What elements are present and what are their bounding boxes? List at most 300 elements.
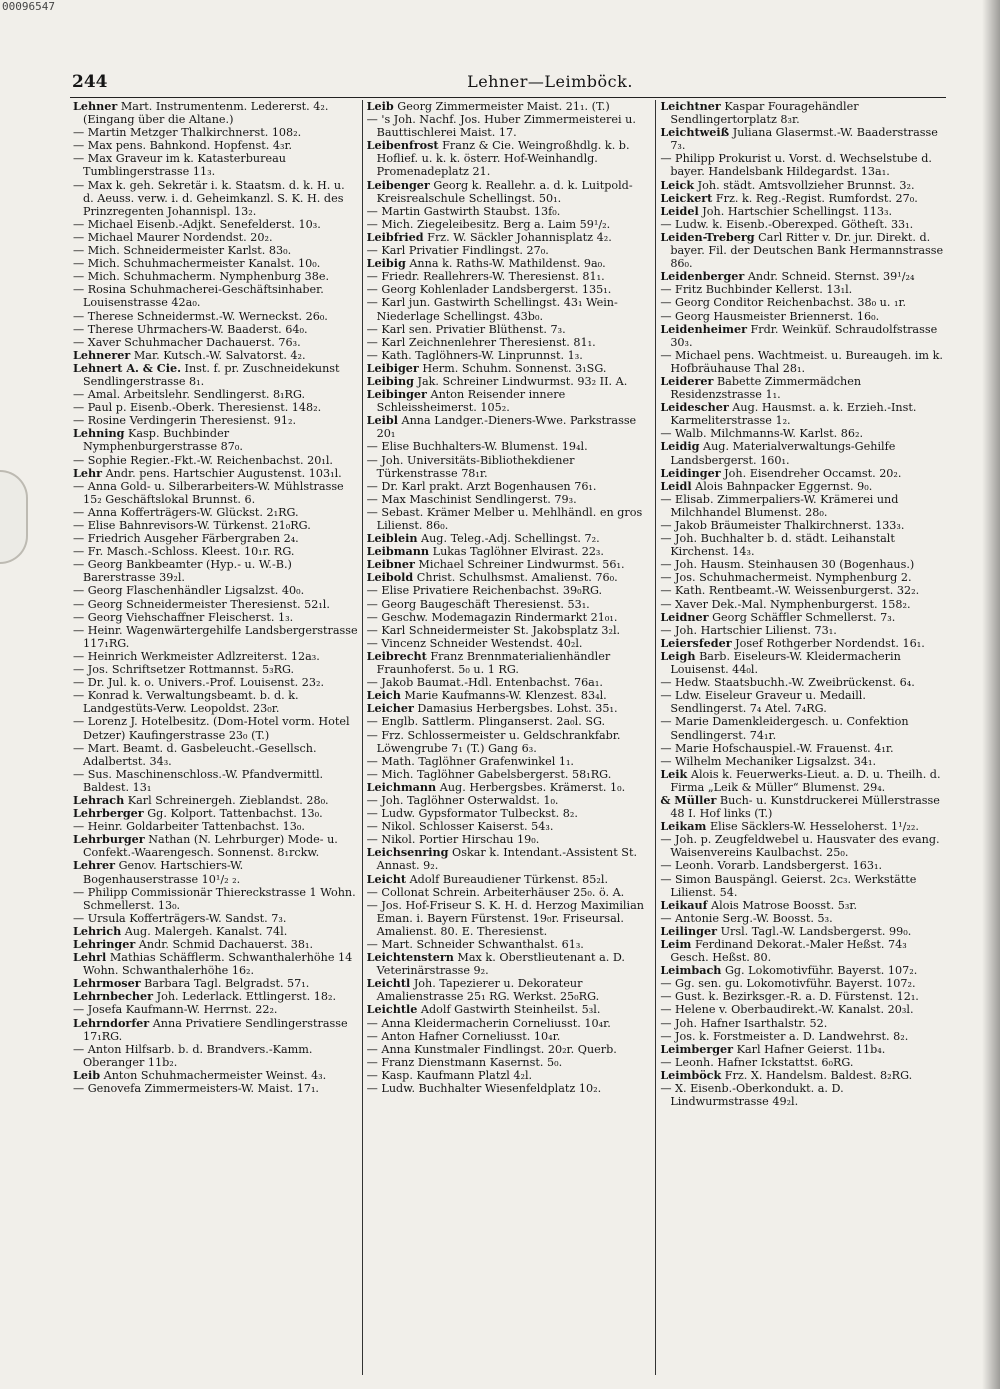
entry-details: Andr. Schneid. Sternst. 39¹/₂₄: [744, 270, 915, 284]
directory-entry: [367, 270, 652, 283]
entry-details: — Max Graveur im k. Katasterbureau Tumblingerstrasse 11₃.: [73, 152, 286, 179]
directory-entry: [73, 401, 358, 414]
entry-surname: Lehrndorfer: [73, 1015, 150, 1030]
entry-details: — Sebast. Krämer Melber u. Mehlhändl. en gros Lilienst. 86₀.: [366, 505, 643, 532]
entry-surname: Leimberger: [660, 1041, 734, 1056]
entry-details: — Georg Conditor Reichenbachst. 38₀ u. ₁r.: [660, 296, 907, 310]
entry-details: Carl Ritter v. Dr. jur. Direkt. d. bayer. Fil. der Deutschen Bank Hermannstrasse 86₀.: [670, 230, 944, 271]
entry-surname: Leibenger: [366, 177, 430, 192]
directory-entry: [73, 807, 358, 820]
entry-surname: Leidl: [660, 478, 692, 493]
entry-details: — Karl jun. Gastwirth Schellingst. 43₁ Wein-Niederlage Schellingst. 43b₀.: [366, 296, 618, 323]
directory-entry: [660, 833, 945, 859]
entry-surname: Lehrmoser: [73, 976, 141, 991]
entry-surname: Lehrberger: [73, 806, 144, 821]
directory-entry: [367, 139, 652, 178]
directory-entry: [367, 336, 652, 349]
entry-details: — Heinr. Goldarbeiter Tattenbachst. 13₀.: [73, 820, 305, 834]
directory-entry: [73, 388, 358, 401]
directory-entry: [73, 650, 358, 663]
page-number: 244: [72, 72, 108, 92]
entry-surname: Lehrnbecher: [73, 989, 154, 1004]
entry-surname: Leibmann: [366, 544, 430, 559]
entry-surname: Leidenberger: [660, 269, 745, 284]
entry-details: — Ldw. Eiseleur Graveur u. Medaill. Sendlingerst. 7₄ Atel. 7₄RG.: [660, 689, 866, 716]
entry-details: — Georg Schneidermeister Theresienst. 52₁l.: [73, 597, 330, 611]
entry-surname: Leich: [366, 688, 401, 703]
entry-details: Christ. Schulhsmst. Amalienst. 76₀.: [413, 571, 618, 585]
entry-surname: Leimbach: [660, 963, 722, 978]
entry-surname: Lehrach: [73, 792, 125, 807]
directory-entry: [660, 794, 945, 820]
entry-details: — Therese Uhrmachers-W. Baaderst. 64₀.: [73, 322, 308, 336]
directory-entry: [660, 964, 945, 977]
entry-details: — Joh. Universitäts-Bibliothekdiener Türkenstrasse 78₁r.: [366, 453, 575, 480]
entry-details: Karl Hafner Geierst. 11b₄.: [733, 1042, 886, 1056]
directory-columns: [70, 100, 948, 1375]
entry-surname: Lehrer: [73, 858, 116, 873]
directory-entry: [660, 637, 945, 650]
directory-entry: [660, 100, 945, 126]
directory-entry: [660, 126, 945, 152]
directory-entry: [73, 624, 358, 650]
entry-details: Marie Kaufmanns-W. Klenzest. 83₄l.: [400, 689, 607, 703]
entry-details: — Amal. Arbeitslehr. Sendlingerst. 8₁RG.: [73, 388, 306, 402]
directory-entry: [367, 113, 652, 139]
entry-details: Juliana Glasermst.-W. Baaderstrasse 7₃.: [670, 126, 938, 153]
directory-entry: [660, 192, 945, 205]
entry-details: — Nikol. Portier Hirschau 19₀.: [366, 833, 540, 847]
entry-surname: Lehrich: [73, 923, 122, 938]
entry-details: Karl Schreinergeh. Zieblandst. 28₀.: [124, 793, 329, 807]
entry-details: — Philipp Commissionär Thiereckstrasse 1 Wohn. Schmellerst. 13₀.: [73, 885, 356, 912]
entry-details: Michael Schreiner Lindwurmst. 56₁.: [414, 558, 625, 572]
directory-entry: [367, 571, 652, 584]
directory-entry: [367, 480, 652, 493]
entry-details: — Jos. k. Forstmeister a. D. Landwehrst. 8₂.: [660, 1029, 909, 1043]
entry-details: Kasp. Buchbinder Nymphenburgerstrasse 87₀.: [83, 427, 243, 454]
entry-details: — Karl Schneidermeister St. Jakobsplatz 3₂l.: [366, 623, 621, 637]
entry-details: Aug. Teleg.-Adj. Schellingst. 7₂.: [417, 532, 600, 546]
entry-surname: Leik: [660, 766, 688, 781]
entry-details: Barbara Tagl. Belgradst. 57₁.: [140, 977, 310, 991]
entry-surname: Leibold: [366, 570, 414, 585]
entry-details: — Xaver Schuhmacher Dachauerst. 76₃.: [73, 335, 301, 349]
entry-surname: Lehrburger: [73, 832, 145, 847]
directory-entry: [660, 990, 945, 1003]
column-divider: [362, 100, 363, 1375]
directory-entry: [660, 283, 945, 296]
entry-surname: Leibl: [366, 413, 398, 428]
directory-entry: [73, 938, 358, 951]
entry-surname: Leibiger: [366, 360, 419, 375]
entry-surname: Leim: [660, 937, 692, 951]
entry-details: Anton Reisender innere Schleissheimerst. 105₂.: [376, 388, 566, 415]
directory-entry: [367, 388, 652, 414]
directory-entry: [367, 598, 652, 611]
directory-entry: [73, 1017, 358, 1043]
entry-details: — Lorenz J. Hotelbesitz. (Dom-Hotel vorm. Hotel Detzer) Kaufingerstrasse 23₀ (T.): [73, 715, 350, 742]
directory-entry: [73, 859, 358, 885]
directory-entry: [660, 715, 945, 741]
entry-details: — Jakob Bräumeister Thalkirchnerst. 133₃.: [660, 519, 905, 532]
entry-details: — Mart. Beamt. d. Gasbeleucht.-Gesellsch. Adalbertst. 34₃.: [73, 741, 317, 768]
entry-details: — Elise Privatiere Reichenbachst. 39₀RG.: [366, 584, 603, 598]
entry-details: — X. Eisenb.-Oberkondukt. a. D. Lindwurmstrasse 49₂l.: [660, 1082, 844, 1109]
entry-details: Babette Zimmermädchen Residenzstrasse 1₁.: [670, 374, 862, 402]
binding-tab: [0, 470, 28, 564]
directory-entry: [660, 1017, 945, 1030]
entry-surname: Leidenheimer: [660, 321, 747, 336]
entry-details: — Philipp Prokurist u. Vorst. d. Wechselstube d. bayer. Handelsbank Hildegardst. 13a₁.: [660, 152, 932, 179]
directory-entry: [367, 244, 652, 257]
entry-surname: Lehrl: [73, 950, 107, 965]
directory-entry: [367, 1082, 652, 1095]
running-head: Lehner—Leimböck.: [467, 72, 633, 91]
entry-surname: Leicht: [366, 871, 407, 886]
entry-surname: Leiderer: [660, 373, 714, 388]
entry-details: Elise Säcklers-W. Hesseloherst. 1¹/₂₂.: [706, 820, 919, 834]
entry-surname: Leichtner: [660, 100, 721, 113]
directory-entry: [367, 781, 652, 794]
entry-details: — Georg Kohlenlader Landsbergerst. 135₁.: [366, 283, 612, 297]
entry-surname: Leichtweiß: [660, 125, 730, 140]
directory-entry: [73, 558, 358, 584]
entry-details: Aug. Herbergsbes. Krämerst. 1₀.: [436, 780, 626, 794]
directory-entry: [660, 532, 945, 558]
entry-details: — Mart. Schneider Schwanthalst. 61₃.: [366, 938, 584, 951]
entry-details: — Heinr. Wagenwärtergehilfe Landsbergerstrasse 117₁RG.: [73, 623, 358, 650]
directory-entry: [73, 218, 358, 231]
directory-entry: [367, 951, 652, 977]
header-rule: [70, 97, 946, 98]
entry-details: Frz. k. Reg.-Regist. Rumfordst. 27₀.: [712, 191, 918, 205]
entry-details: Aug. Hausmst. a. k. Erzieh.-Inst. Karmeliterstrasse 1₂.: [670, 401, 917, 428]
entry-details: — Mich. Schuhmachermeister Kanalst. 10₀.: [73, 257, 321, 271]
directory-entry: [73, 100, 358, 126]
entry-details: — Kasp. Kaufmann Platzl 4₂l.: [366, 1068, 533, 1082]
entry-surname: Leibenfrost: [366, 138, 439, 153]
directory-entry: [367, 257, 652, 270]
entry-details: — Wilhelm Mechaniker Ligsalzst. 34₁.: [660, 754, 877, 768]
directory-entry: [367, 873, 652, 886]
entry-details: — Gust. k. Bezirksger.-R. a. D. Fürstenst. 12₁.: [660, 990, 919, 1004]
entry-details: — Leonh. Vorarb. Landsbergerst. 163₁.: [660, 859, 883, 873]
entry-details: — Walb. Milchmanns-W. Karlst. 86₂.: [660, 427, 864, 441]
entry-details: — Sus. Maschinenschloss.-W. Pfandvermittl. Baldest. 13₁: [73, 767, 324, 794]
entry-details: Mar. Kutsch.-W. Salvatorst. 4₂.: [130, 348, 306, 362]
directory-entry: [660, 571, 945, 584]
entry-details: Frdr. Weinküf. Schraudolfstrasse 30₃.: [670, 322, 938, 349]
page-edge-shadow: [982, 0, 1000, 1389]
entry-surname: Leibinger: [366, 387, 427, 402]
entry-surname: Leiden-Treberg: [660, 229, 755, 244]
directory-entry: [367, 977, 652, 1003]
directory-entry: [73, 519, 358, 532]
entry-details: — Georg Viehschaffner Fleischerst. 1₃.: [73, 610, 294, 624]
entry-surname: Leick: [660, 177, 695, 192]
entry-details: Frz. X. Handelsm. Baldest. 8₂RG.: [721, 1068, 913, 1082]
entry-details: — 's Joh. Nachf. Jos. Huber Zimmermeisterei u. Bauttischlerei Maist. 17.: [366, 113, 636, 140]
entry-surname: Leibig: [366, 256, 406, 271]
entry-details: — Joh. Taglöhner Osterwaldst. 1₀.: [366, 793, 559, 807]
entry-details: — Mich. Taglöhner Gabelsbergerst. 58₁RG.: [366, 767, 612, 781]
entry-surname: Leicher: [366, 701, 414, 716]
entry-details: — Hedw. Staatsbuchh.-W. Zweibrückenst. 6₄.: [660, 676, 915, 690]
directory-entry: [73, 310, 358, 323]
entry-details: — Anton Hafner Corneliusst. 10₄r.: [366, 1029, 561, 1043]
directory-entry: [367, 729, 652, 755]
directory-entry: [73, 990, 358, 1003]
directory-entry: [367, 231, 652, 244]
directory-entry: [660, 480, 945, 493]
column-1: [70, 100, 361, 1375]
entry-details: — Jos. Schuhmachermeist. Nymphenburg 2.: [660, 571, 912, 585]
entry-details: — Ludw. k. Eisenb.-Oberexped. Götheſt. 33₁.: [660, 217, 914, 231]
column-divider: [655, 100, 656, 1375]
directory-entry: [367, 702, 652, 715]
directory-entry: [660, 427, 945, 440]
entry-details: — Vincenz Schneider Westendst. 40₂l.: [366, 636, 583, 650]
directory-entry: [367, 899, 652, 938]
directory-entry: [367, 1017, 652, 1030]
entry-surname: Leibrecht: [366, 648, 427, 663]
entry-details: — Anna Kunstmaler Findlingst. 20₂r. Querb.: [366, 1042, 617, 1056]
column-2: [364, 100, 655, 1375]
entry-details: — Elisab. Zimmerpaliers-W. Krämerei und Milchhandel Blumenst. 28₀.: [660, 492, 899, 519]
entry-details: Herm. Schuhm. Sonnenst. 3₁SG.: [418, 361, 607, 375]
entry-details: — Therese Schneidermst.-W. Werneckst. 26₀.: [73, 309, 328, 323]
directory-entry: [73, 611, 358, 624]
directory-entry: [660, 296, 945, 309]
entry-details: Damasius Herbergsbes. Lohst. 35₁.: [413, 702, 618, 716]
entry-details: — Kath. Taglöhners-W. Linprunnst. 1₃.: [366, 348, 583, 362]
entry-details: Ferdinand Dekorat.-Maler Heßst. 74₃ Gesch. Heßst. 80.: [670, 938, 907, 965]
entry-details: — Ludw. Buchhalter Wiesenfeldplatz 10₂.: [366, 1082, 602, 1096]
entry-details: Joh. Hartschier Schellingst. 113₃.: [698, 204, 893, 218]
directory-entry: [73, 886, 358, 912]
directory-entry: [73, 768, 358, 794]
entry-surname: Leidner: [660, 609, 709, 624]
directory-entry: [73, 362, 358, 388]
directory-entry: [660, 1069, 945, 1082]
entry-details: Mart. Instrumentenm. Ledererst. 4₂. (Eingang über die Altane.): [83, 100, 329, 127]
directory-entry: [660, 768, 945, 794]
entry-details: Alois Matrose Boosst. 5₃r.: [707, 898, 858, 912]
entry-details: Gg. Lokomotivführ. Bayerst. 107₂.: [721, 964, 918, 978]
entry-details: — Max pens. Bahnkond. Hopfenst. 4₃r.: [73, 139, 293, 153]
directory-entry: [367, 100, 652, 113]
entry-surname: Leilinger: [660, 923, 718, 938]
directory-entry: [660, 755, 945, 768]
entry-details: — Rosina Schuhmacherei-Geschäftsinhaber. Louisenstrasse 42a₀.: [73, 283, 324, 310]
entry-details: Georg k. Reallehr. a. d. k. Luitpold-Kreisrealschule Schellingst. 50₁.: [376, 178, 633, 205]
entry-details: Franz Brennmaterialienhändler Fraunhoferst. 5₀ u. 1 RG.: [376, 649, 611, 677]
directory-entry: [660, 558, 945, 571]
entry-details: Gg. Kolport. Tattenbachst. 13₀.: [143, 807, 323, 821]
directory-entry: [73, 598, 358, 611]
entry-surname: Leikam: [660, 819, 707, 834]
directory-entry: [367, 1030, 652, 1043]
entry-surname: Lehnerer: [73, 347, 131, 362]
entry-details: — Konrad k. Verwaltungsbeamt. b. d. k. Landgestüts-Verw. Leopoldst. 23₀r.: [73, 689, 299, 716]
entry-details: — Michael Eisenb.-Adjkt. Senefelderst. 10₃.: [73, 217, 321, 231]
directory-entry: [367, 715, 652, 728]
directory-entry: [367, 886, 652, 899]
directory-entry: [660, 820, 945, 833]
entry-details: — Josefa Kaufmann-W. Herrnst. 22₂.: [73, 1003, 278, 1017]
directory-entry: [660, 899, 945, 912]
entry-surname: Leidel: [660, 203, 699, 218]
directory-entry: [73, 323, 358, 336]
entry-details: Georg Schäffler Schmellerst. 7₃.: [708, 610, 896, 624]
directory-entry: [73, 427, 358, 453]
directory-entry: [367, 506, 652, 532]
entry-details: Ursl. Tagl.-W. Landsbergerst. 99₀.: [717, 924, 912, 938]
entry-details: Anton Schuhmachermeister Weinst. 4₃.: [100, 1068, 327, 1082]
entry-details: Kaspar Fouragehändler Sendlingertorplatz 8₃r.: [670, 100, 859, 127]
entry-details: Alois k. Feuerwerks-Lieut. a. D. u. Theilh. d. Firma „Leik & Müller“ Blumenst. 29₄.: [670, 767, 941, 794]
entry-details: — Collonat Schrein. Arbeiterhäuser 25₀. ö. A.: [366, 885, 625, 899]
directory-entry: [73, 139, 358, 152]
directory-entry: [367, 1056, 652, 1069]
entry-surname: Leimböck: [660, 1067, 722, 1082]
entry-surname: Leibfried: [366, 229, 424, 244]
entry-details: — Genovefa Zimmermeisters-W. Maist. 17₁.: [73, 1082, 319, 1096]
directory-entry: [660, 1043, 945, 1056]
entry-surname: Leickert: [660, 190, 713, 205]
directory-entry: [367, 205, 652, 218]
entry-details: — Georg Flaschenhändler Ligsalzst. 40₀.: [73, 584, 305, 598]
entry-details: — Jos. Schriftsetzer Rottmannst. 5₃RG.: [73, 663, 295, 677]
entry-surname: Lehning: [73, 426, 125, 441]
directory-entry: [367, 179, 652, 205]
entry-details: Josef Rothgerber Nordendst. 16₁.: [731, 636, 925, 650]
directory-entry: [73, 689, 358, 715]
entry-details: Nathan (N. Lehrburger) Mode- u. Confekt.-Waarengesch. Sonnenst. 8₁rckw.: [83, 833, 338, 860]
entry-surname: Leib: [73, 1067, 101, 1082]
directory-entry: [73, 126, 358, 139]
entry-details: — Michael Maurer Nordendst. 20₂.: [73, 230, 273, 244]
directory-entry: [660, 493, 945, 519]
directory-entry: [660, 349, 945, 375]
directory-entry: [367, 846, 652, 872]
entry-surname: Leigh: [660, 648, 696, 663]
entry-details: — Rosine Verdingerin Theresienst. 91₂.: [73, 414, 297, 428]
directory-entry: [660, 1003, 945, 1016]
entry-details: — Karl Zeichnenlehrer Theresienst. 81₁.: [366, 335, 596, 349]
entry-details: — Georg Baugeschäft Theresienst. 53₁.: [366, 597, 590, 611]
directory-entry: [367, 493, 652, 506]
directory-entry: [660, 152, 945, 178]
entry-details: — Ursula Kofferträgers-W. Sandst. 7₃.: [73, 911, 287, 925]
entry-details: — Max Maschinist Sendlingerst. 79₃.: [366, 492, 577, 506]
entry-details: — Karl sen. Privatier Blüthenst. 7₃.: [366, 322, 566, 336]
directory-entry: [367, 807, 652, 820]
entry-surname: Leidig: [660, 439, 700, 454]
entry-surname: Leichmann: [366, 779, 437, 794]
entry-surname: Lehner: [73, 100, 118, 113]
entry-details: — Friedrich Ausgeher Färbergraben 2₄.: [73, 532, 299, 546]
directory-entry: [73, 584, 358, 597]
entry-details: — Kath. Rentbeamt.-W. Weissenburgerst. 32₂.: [660, 584, 920, 598]
directory-entry: [73, 257, 358, 270]
entry-details: — Englb. Sattlerm. Plinganserst. 2a₀l. SG.: [366, 715, 606, 729]
directory-entry: [367, 414, 652, 440]
directory-entry: [660, 925, 945, 938]
entry-details: — Math. Taglöhner Grafenwinkel 1₁.: [366, 754, 574, 768]
directory-entry: [73, 283, 358, 309]
directory-entry: [660, 205, 945, 218]
directory-entry: [660, 375, 945, 401]
directory-entry: [73, 951, 358, 977]
entry-details: — Simon Bauspängl. Geierst. 2c₃. Werkstätte Lilienst. 54.: [660, 872, 917, 899]
entry-details: — Joh. Hartschier Lilienst. 73₁.: [660, 623, 837, 637]
entry-surname: Leidinger: [660, 465, 721, 480]
entry-surname: Leib: [366, 100, 394, 113]
directory-entry: [367, 611, 652, 624]
entry-surname: Leibner: [366, 557, 415, 572]
directory-entry: [367, 323, 652, 336]
entry-surname: Lehringer: [73, 937, 136, 951]
directory-entry: [660, 1082, 945, 1108]
entry-details: — Sophie Regier.-Fkt.-W. Reichenbachst. 20₁l.: [73, 453, 333, 467]
entry-surname: & Müller: [660, 792, 717, 807]
entry-details: — Marie Hofschauspiel.-W. Frauenst. 4₁r.: [660, 741, 894, 755]
entry-details: Anna Privatiere Sendlingerstrasse 17₁RG.: [83, 1016, 348, 1043]
directory-entry: [73, 1082, 358, 1095]
entry-details: Jak. Schreiner Lindwurmst. 93₂ II. A.: [413, 374, 628, 388]
entry-details: — Martin Metzger Thalkirchnerst. 108₂.: [73, 126, 302, 140]
entry-details: — Fr. Masch.-Schloss. Kleest. 10₁r. RG.: [73, 545, 295, 559]
entry-details: — Mich. Schneidermeister Karlst. 83₀.: [73, 244, 292, 258]
entry-surname: Leichsenring: [366, 845, 449, 860]
entry-details: — Marie Damenkleidergesch. u. Confektion Sendlingerst. 74₁r.: [660, 715, 909, 742]
entry-details: — Elise Bahnrevisors-W. Türkenst. 21₀RG.: [73, 519, 311, 532]
entry-details: Adolf Bureaudiener Türkenst. 85₂l.: [406, 872, 609, 886]
entry-details: — Georg Hausmeister Briennerst. 16₀.: [660, 309, 880, 323]
entry-details: — Dr. Karl prakt. Arzt Bogenhausen 76₁.: [366, 479, 597, 493]
entry-surname: Leichtl: [366, 976, 411, 991]
entry-details: — Xaver Dek.-Mal. Nymphenburgerst. 158₂.: [660, 597, 911, 611]
entry-surname: Leidescher: [660, 400, 729, 415]
scan-id: 00096547: [2, 0, 55, 13]
directory-entry: [660, 584, 945, 597]
entry-surname: Leiblein: [366, 531, 418, 546]
entry-details: — Anton Hilfsarb. b. d. Brandvers.-Kamm. Oberanger 11b₂.: [73, 1042, 313, 1069]
directory-entry: [367, 584, 652, 597]
entry-details: — Anna Kleidermacherin Corneliusst. 10₄r.: [366, 1016, 611, 1030]
entry-details: — Martin Gastwirth Staubst. 13f₀.: [366, 204, 561, 218]
entry-details: — Heinrich Werkmeister Adlzreiterst. 12a₃.: [73, 649, 320, 663]
directory-entry: [660, 467, 945, 480]
directory-entry: [660, 440, 945, 466]
entry-details: — Helene v. Oberbaudirekt.-W. Kanalst. 20₃l.: [660, 1003, 914, 1017]
entry-surname: Lehnert A. & Cie.: [73, 360, 181, 375]
entry-details: Genov. Hartschiers-W. Bogenhauserstrasse 10¹/₂ ₂.: [83, 859, 244, 886]
directory-entry: [660, 742, 945, 755]
entry-details: Inst. f. pr. Zuschneidekunst Sendlingerstrasse 8₁.: [83, 361, 340, 388]
entry-details: Andr. pens. Hartschier Augustenst. 103₁l.: [102, 466, 342, 480]
directory-entry: [73, 467, 358, 480]
entry-surname: Leichtenstern: [366, 950, 454, 965]
entry-details: — Ludw. Gypsformator Tulbeckst. 8₂.: [366, 807, 578, 821]
entry-details: Max k. Oberstlieutenant a. D. Veterinärstrasse 9₂.: [376, 951, 625, 978]
entry-details: — Friedr. Reallehrers-W. Theresienst. 81₁.: [366, 270, 605, 284]
directory-entry: [660, 401, 945, 427]
directory-entry: [367, 624, 652, 637]
entry-details: Joh. Tapezierer u. Dekorateur Amalienstrasse 25₁ RG. Werkst. 25₀RG.: [376, 977, 600, 1004]
